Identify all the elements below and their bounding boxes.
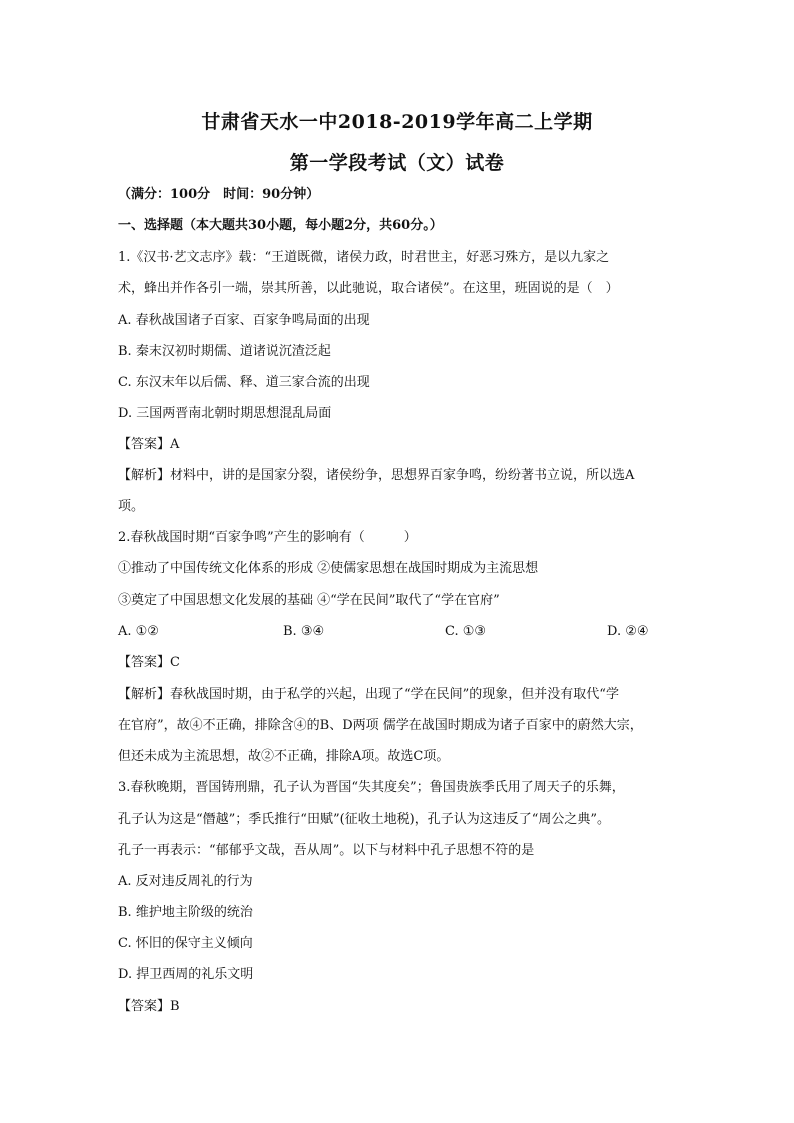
document-title-line1: 甘肃省天水一中2018-2019学年高二上学期 [201,111,593,133]
q2-option-c: C. ①③ [445,624,487,639]
q1-option-b: B. 秦末汉初时期儒、道诸说沉渣泛起 [118,344,331,359]
q2-items-line2: ③奠定了中国思想文化发展的基础 ④“学在民间”取代了“学在官府” [118,593,500,608]
q2-option-d: D. ②④ [607,624,649,639]
q2-answer: 【答案】C [118,655,180,670]
q2-analysis-line1: 【解析】春秋战国时期，由于私学的兴起，出现了“学在民间”的现象，但并没有取代“学 [118,687,619,702]
q2-option-a: A. ①② [118,624,159,639]
section-heading: 一、选择题（本大题共30小题，每小题2分，共60分。） [118,218,443,233]
document-title-line2: 第一学段考试（文）试卷 [289,152,505,174]
q3-stem-line2: 孔子认为这是“僭越”；季氏推行“田赋”(征收土地税)，孔子认为这违反了“周公之典”。 [118,812,611,827]
q1-analysis-line1: 【解析】材料中，讲的是国家分裂，诸侯纷争，思想界百家争鸣，纷纷著书立说，所以选A [118,468,635,483]
q1-stem-line2: 术，蜂出并作各引一端，崇其所善，以此驰说，取合诸侯”。在这里，班固说的是（ ） [118,281,619,296]
q2-option-b: B. ③④ [283,624,325,639]
q2-analysis-line2: 在官府”，故④不正确，排除含④的B、D两项 儒学在战国时期成为诸子百家中的蔚然大宗， [118,718,643,733]
q2-stem: 2.春秋战国时期“百家争鸣”产生的影响有（ ） [118,530,417,545]
exam-info: （满分：100分 时间：90分钟） [118,187,320,202]
q2-items-line1: ①推动了中国传统文化体系的形成 ②使儒家思想在战国时期成为主流思想 [118,561,539,576]
q3-stem-line1: 3.春秋晚期，晋国铸刑鼎，孔子认为晋国“失其度矣”；鲁国贵族季氏用了周天子的乐舞， [118,780,625,795]
q1-option-a: A. 春秋战国诸子百家、百家争鸣局面的出现 [118,313,370,328]
q3-option-d: D. 捍卫西周的礼乐文明 [118,967,254,982]
q3-option-a: A. 反对违反周礼的行为 [118,874,253,889]
q1-analysis-line2: 项。 [118,499,145,514]
q3-option-b: B. 维护地主阶级的统治 [118,905,253,920]
q1-option-c: C. 东汉末年以后儒、释、道三家合流的出现 [118,375,370,390]
q3-option-c: C. 怀旧的保守主义倾向 [118,936,253,951]
q1-answer: 【答案】A [118,437,180,452]
q3-answer: 【答案】B [118,999,180,1014]
q1-option-d: D. 三国两晋南北朝时期思想混乱局面 [118,406,332,421]
q2-analysis-line3: 但还未成为主流思想，故②不正确，排除A项。故选C项。 [118,749,450,764]
q1-stem-line1: 1.《汉书·艺文志序》载：“王道既微，诸侯力政，时君世主，好恶习殊方，是以九家之 [118,250,610,265]
q3-stem-line3: 孔子一再表示：“郁郁乎文哉，吾从周”。以下与材料中孔子思想不符的是 [118,843,535,858]
